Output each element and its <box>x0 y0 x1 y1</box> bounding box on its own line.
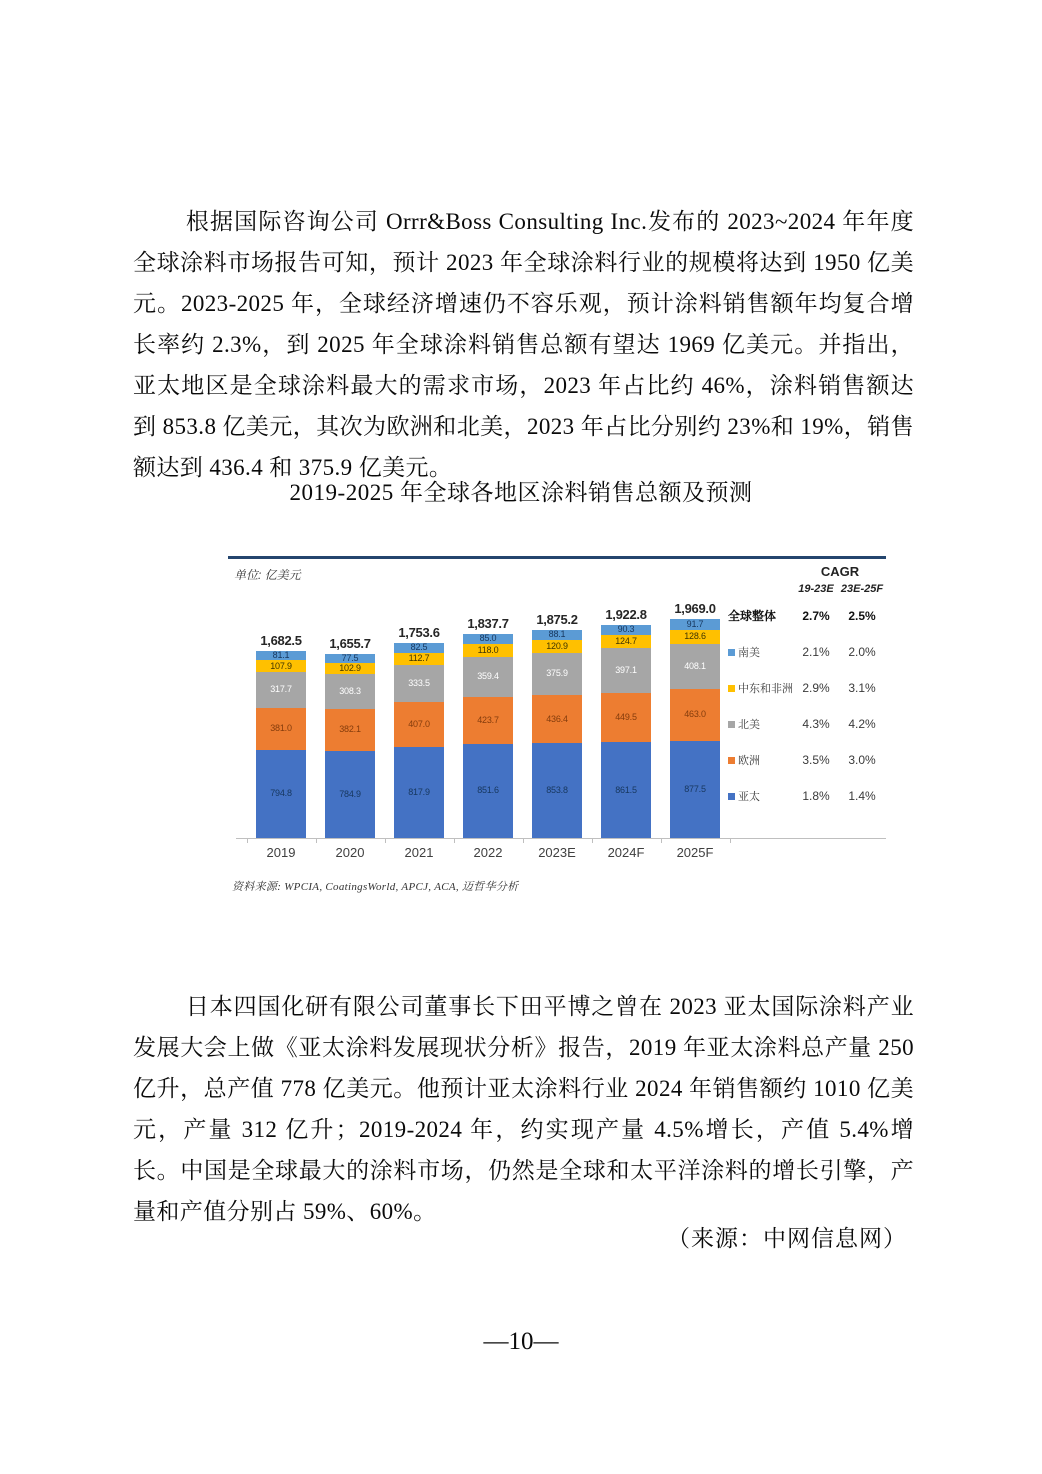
legend-global-cagr1: 2.7% <box>802 608 830 623</box>
segment-北美 <box>532 653 582 695</box>
segment-value-label: 817.9 <box>408 787 430 798</box>
segment-value-label: 77.5 <box>341 654 359 663</box>
legend-row-北美 <box>728 716 886 732</box>
bar-stack <box>256 651 306 838</box>
segment-中东和非洲 <box>325 663 375 674</box>
bar-2020 <box>325 636 375 838</box>
stacked-bar-chart <box>228 556 886 908</box>
x-axis-label-2025F: 2025F <box>676 845 714 860</box>
segment-value-label: 861.5 <box>615 784 637 795</box>
x-axis-label-2019: 2019 <box>266 845 296 860</box>
segment-亚太 <box>601 742 651 838</box>
axis-tick <box>592 838 593 843</box>
cagr-column-headers <box>728 583 886 595</box>
segment-value-label: 128.6 <box>684 631 706 642</box>
bar-total-label: 1,875.2 <box>536 611 578 627</box>
x-axis-label-2024F: 2024F <box>607 845 645 860</box>
segment-欧洲 <box>256 708 306 750</box>
axis-tick <box>385 838 386 843</box>
paragraph-apac-report: 日本四国化研有限公司董事长下田平博之曾在 2023 亚太国际涂料产业发展大会上做《亚太涂料发展现状分析》报告，2019 年亚太涂料总产量 250 亿升，总产值 778 亿美元。他预计亚太涂料行业 2024 年销售额约 1010 亿美元，产量 312 亿升；2019-2024 年，约实现产量 4.5%增长，产值 5.4%增长。中国是全球最大的涂料市场，仍然是全球和太平洋涂料的增长引擎，产量和产值分别占 59%、60%。 <box>133 994 914 1224</box>
bar-2025F <box>670 601 720 838</box>
segment-value-label: 397.1 <box>615 664 637 675</box>
legend-row-亚太 <box>728 788 886 804</box>
segment-中东和非洲 <box>256 660 306 672</box>
segment-北美 <box>256 672 306 707</box>
legend-swatch-icon <box>728 793 735 800</box>
legend-global-cagr2: 2.5% <box>848 608 876 623</box>
bar-total-label: 1,682.5 <box>260 633 302 649</box>
segment-value-label: 449.5 <box>615 711 637 722</box>
bar-total-label: 1,837.7 <box>467 616 509 632</box>
chart-top-rule <box>228 556 886 559</box>
bar-stack <box>601 625 651 838</box>
segment-北美 <box>394 665 444 702</box>
axis-tick <box>661 838 662 843</box>
legend-cagr-value: 4.2% <box>848 717 876 731</box>
segment-中东和非洲 <box>463 644 513 657</box>
segment-南美 <box>601 625 651 635</box>
segment-中东和非洲 <box>670 630 720 644</box>
bar-2019 <box>256 633 306 838</box>
bar-2024F <box>601 607 651 838</box>
cagr-header: CAGR <box>820 564 860 579</box>
segment-value-label: 124.7 <box>615 636 637 647</box>
bar-stack <box>532 630 582 838</box>
bar-total-label: 1,655.7 <box>329 636 371 652</box>
legend-cagr-value: 3.0% <box>848 753 876 767</box>
bar-stack <box>670 619 720 838</box>
segment-value-label: 853.8 <box>546 785 568 796</box>
segment-北美 <box>463 657 513 697</box>
bar-2022 <box>463 616 513 838</box>
segment-value-label: 877.5 <box>684 783 706 794</box>
segment-亚太 <box>394 747 444 838</box>
legend-swatch-icon <box>728 685 735 692</box>
chart-plot-area <box>256 602 720 838</box>
segment-亚太 <box>325 751 375 838</box>
legend-items <box>728 644 886 804</box>
segment-南美 <box>256 651 306 660</box>
legend-cagr-value: 3.1% <box>848 681 876 695</box>
segment-北美 <box>601 648 651 692</box>
segment-value-label: 407.0 <box>408 719 430 730</box>
legend-label: 欧洲 <box>728 752 794 768</box>
segment-南美 <box>670 619 720 629</box>
segment-value-label: 375.9 <box>546 668 568 679</box>
legend-label: 北美 <box>728 716 794 732</box>
segment-value-label: 784.9 <box>339 788 361 799</box>
segment-亚太 <box>670 741 720 838</box>
bar-total-label: 1,753.6 <box>398 625 440 641</box>
bar-total-label: 1,922.8 <box>605 606 647 622</box>
legend-swatch-icon <box>728 721 735 728</box>
legend-cagr-value: 4.3% <box>802 717 830 731</box>
x-axis-labels <box>256 845 720 860</box>
segment-value-label: 81.1 <box>272 651 290 661</box>
segment-南美 <box>325 654 375 663</box>
axis-tick <box>247 838 248 843</box>
x-axis-label-2022: 2022 <box>473 845 503 860</box>
segment-南美 <box>532 630 582 640</box>
legend-row-global <box>728 607 886 624</box>
legend-row-南美 <box>728 644 886 660</box>
segment-欧洲 <box>670 689 720 740</box>
legend-cagr-value: 2.1% <box>802 645 830 659</box>
bar-2023E <box>532 612 582 838</box>
segment-中东和非洲 <box>394 653 444 666</box>
legend-label-global: 全球整体 <box>728 609 777 623</box>
cagr-legend <box>728 564 886 804</box>
segment-value-label: 794.8 <box>270 788 292 799</box>
axis-tick <box>523 838 524 843</box>
segment-value-label: 120.9 <box>546 640 568 651</box>
x-axis-label-2023E: 2023E <box>538 845 576 860</box>
legend-row-中东和非洲 <box>728 680 886 696</box>
legend-cagr-value: 1.4% <box>848 789 876 803</box>
segment-value-label: 359.4 <box>477 671 499 682</box>
segment-value-label: 382.1 <box>339 724 361 735</box>
segment-value-label: 112.7 <box>408 653 430 664</box>
segment-亚太 <box>532 743 582 838</box>
segment-value-label: 436.4 <box>546 713 568 724</box>
segment-value-label: 91.7 <box>686 619 704 630</box>
legend-cagr-value: 1.8% <box>802 789 830 803</box>
legend-cagr-value: 2.9% <box>802 681 830 695</box>
axis-tick <box>454 838 455 843</box>
segment-欧洲 <box>463 697 513 744</box>
legend-cagr-value: 3.5% <box>802 753 830 767</box>
segment-欧洲 <box>532 695 582 743</box>
segment-value-label: 107.9 <box>270 660 292 671</box>
x-axis-label-2020: 2020 <box>335 845 365 860</box>
segment-value-label: 423.7 <box>477 714 499 725</box>
axis-tick <box>730 838 731 843</box>
segment-value-label: 118.0 <box>477 644 499 655</box>
segment-亚太 <box>256 750 306 838</box>
chart-title: 2019-2025 年全球各地区涂料销售总额及预测 <box>289 480 753 505</box>
segment-南美 <box>463 634 513 643</box>
segment-value-label: 851.6 <box>477 785 499 796</box>
legend-cagr-value: 2.0% <box>848 645 876 659</box>
cagr-col-1: 19-23E <box>798 583 834 595</box>
segment-南美 <box>394 643 444 652</box>
segment-value-label: 88.1 <box>548 629 566 640</box>
segment-value-label: 82.5 <box>410 643 428 653</box>
bar-stack <box>463 634 513 838</box>
segment-欧洲 <box>394 702 444 747</box>
segment-value-label: 90.3 <box>617 624 635 635</box>
source-attribution: （来源：中网信息网） <box>667 1226 907 1251</box>
chart-unit-label: 单位: 亿美元 <box>234 568 301 582</box>
cagr-col-2: 23E-25F <box>840 583 884 595</box>
x-axis-line <box>236 838 886 839</box>
x-axis-label-2021: 2021 <box>404 845 434 860</box>
segment-value-label: 317.7 <box>270 684 292 695</box>
legend-swatch-icon <box>728 757 735 764</box>
legend-row-欧洲 <box>728 752 886 768</box>
page-number: —10— <box>483 1328 559 1355</box>
segment-value-label: 333.5 <box>408 678 430 689</box>
segment-value-label: 308.3 <box>339 685 361 696</box>
segment-欧洲 <box>325 709 375 751</box>
segment-value-label: 463.0 <box>684 709 706 720</box>
segment-欧洲 <box>601 693 651 743</box>
paragraph-market-report: 根据国际咨询公司 Orrr&Boss Consulting Inc.发布的 2023~2024 年年度全球涂料市场报告可知，预计 2023 年全球涂料行业的规模将达到 1950 亿美元。2023-2025 年，全球经济增速仍不容乐观，预计涂料销售额年均复合增长率约 2.3%，到 2025 年全球涂料销售总额有望达 1969 亿美元。并指出，亚太地区是全球涂料最大的需求市场，2023 年占比约 46%，涂料销售额达到 853.8 亿美元，其次为欧洲和北美，2023 年占比分别约 23%和 19%，销售额达到 436.4 和 375.9 亿美元。 <box>133 209 914 480</box>
segment-中东和非洲 <box>601 635 651 649</box>
segment-中东和非洲 <box>532 640 582 653</box>
legend-label: 中东和非洲 <box>728 680 794 696</box>
segment-value-label: 85.0 <box>479 634 497 644</box>
segment-value-label: 408.1 <box>684 661 706 672</box>
cagr-header-row <box>728 564 886 579</box>
segment-value-label: 381.0 <box>270 723 292 734</box>
segment-北美 <box>325 674 375 708</box>
legend-swatch-icon <box>728 649 735 656</box>
segment-北美 <box>670 644 720 689</box>
legend-label: 亚太 <box>728 788 794 804</box>
bar-stack <box>325 654 375 838</box>
legend-label: 南美 <box>728 644 794 660</box>
axis-tick <box>316 838 317 843</box>
bar-total-label: 1,969.0 <box>674 601 716 617</box>
segment-亚太 <box>463 744 513 839</box>
segment-value-label: 102.9 <box>339 663 361 674</box>
chart-source-note: 资料来源: WPCIA, CoatingsWorld, APCJ, ACA, 迈哲华分析 <box>232 881 519 893</box>
bar-2021 <box>394 625 444 838</box>
bar-stack <box>394 643 444 838</box>
